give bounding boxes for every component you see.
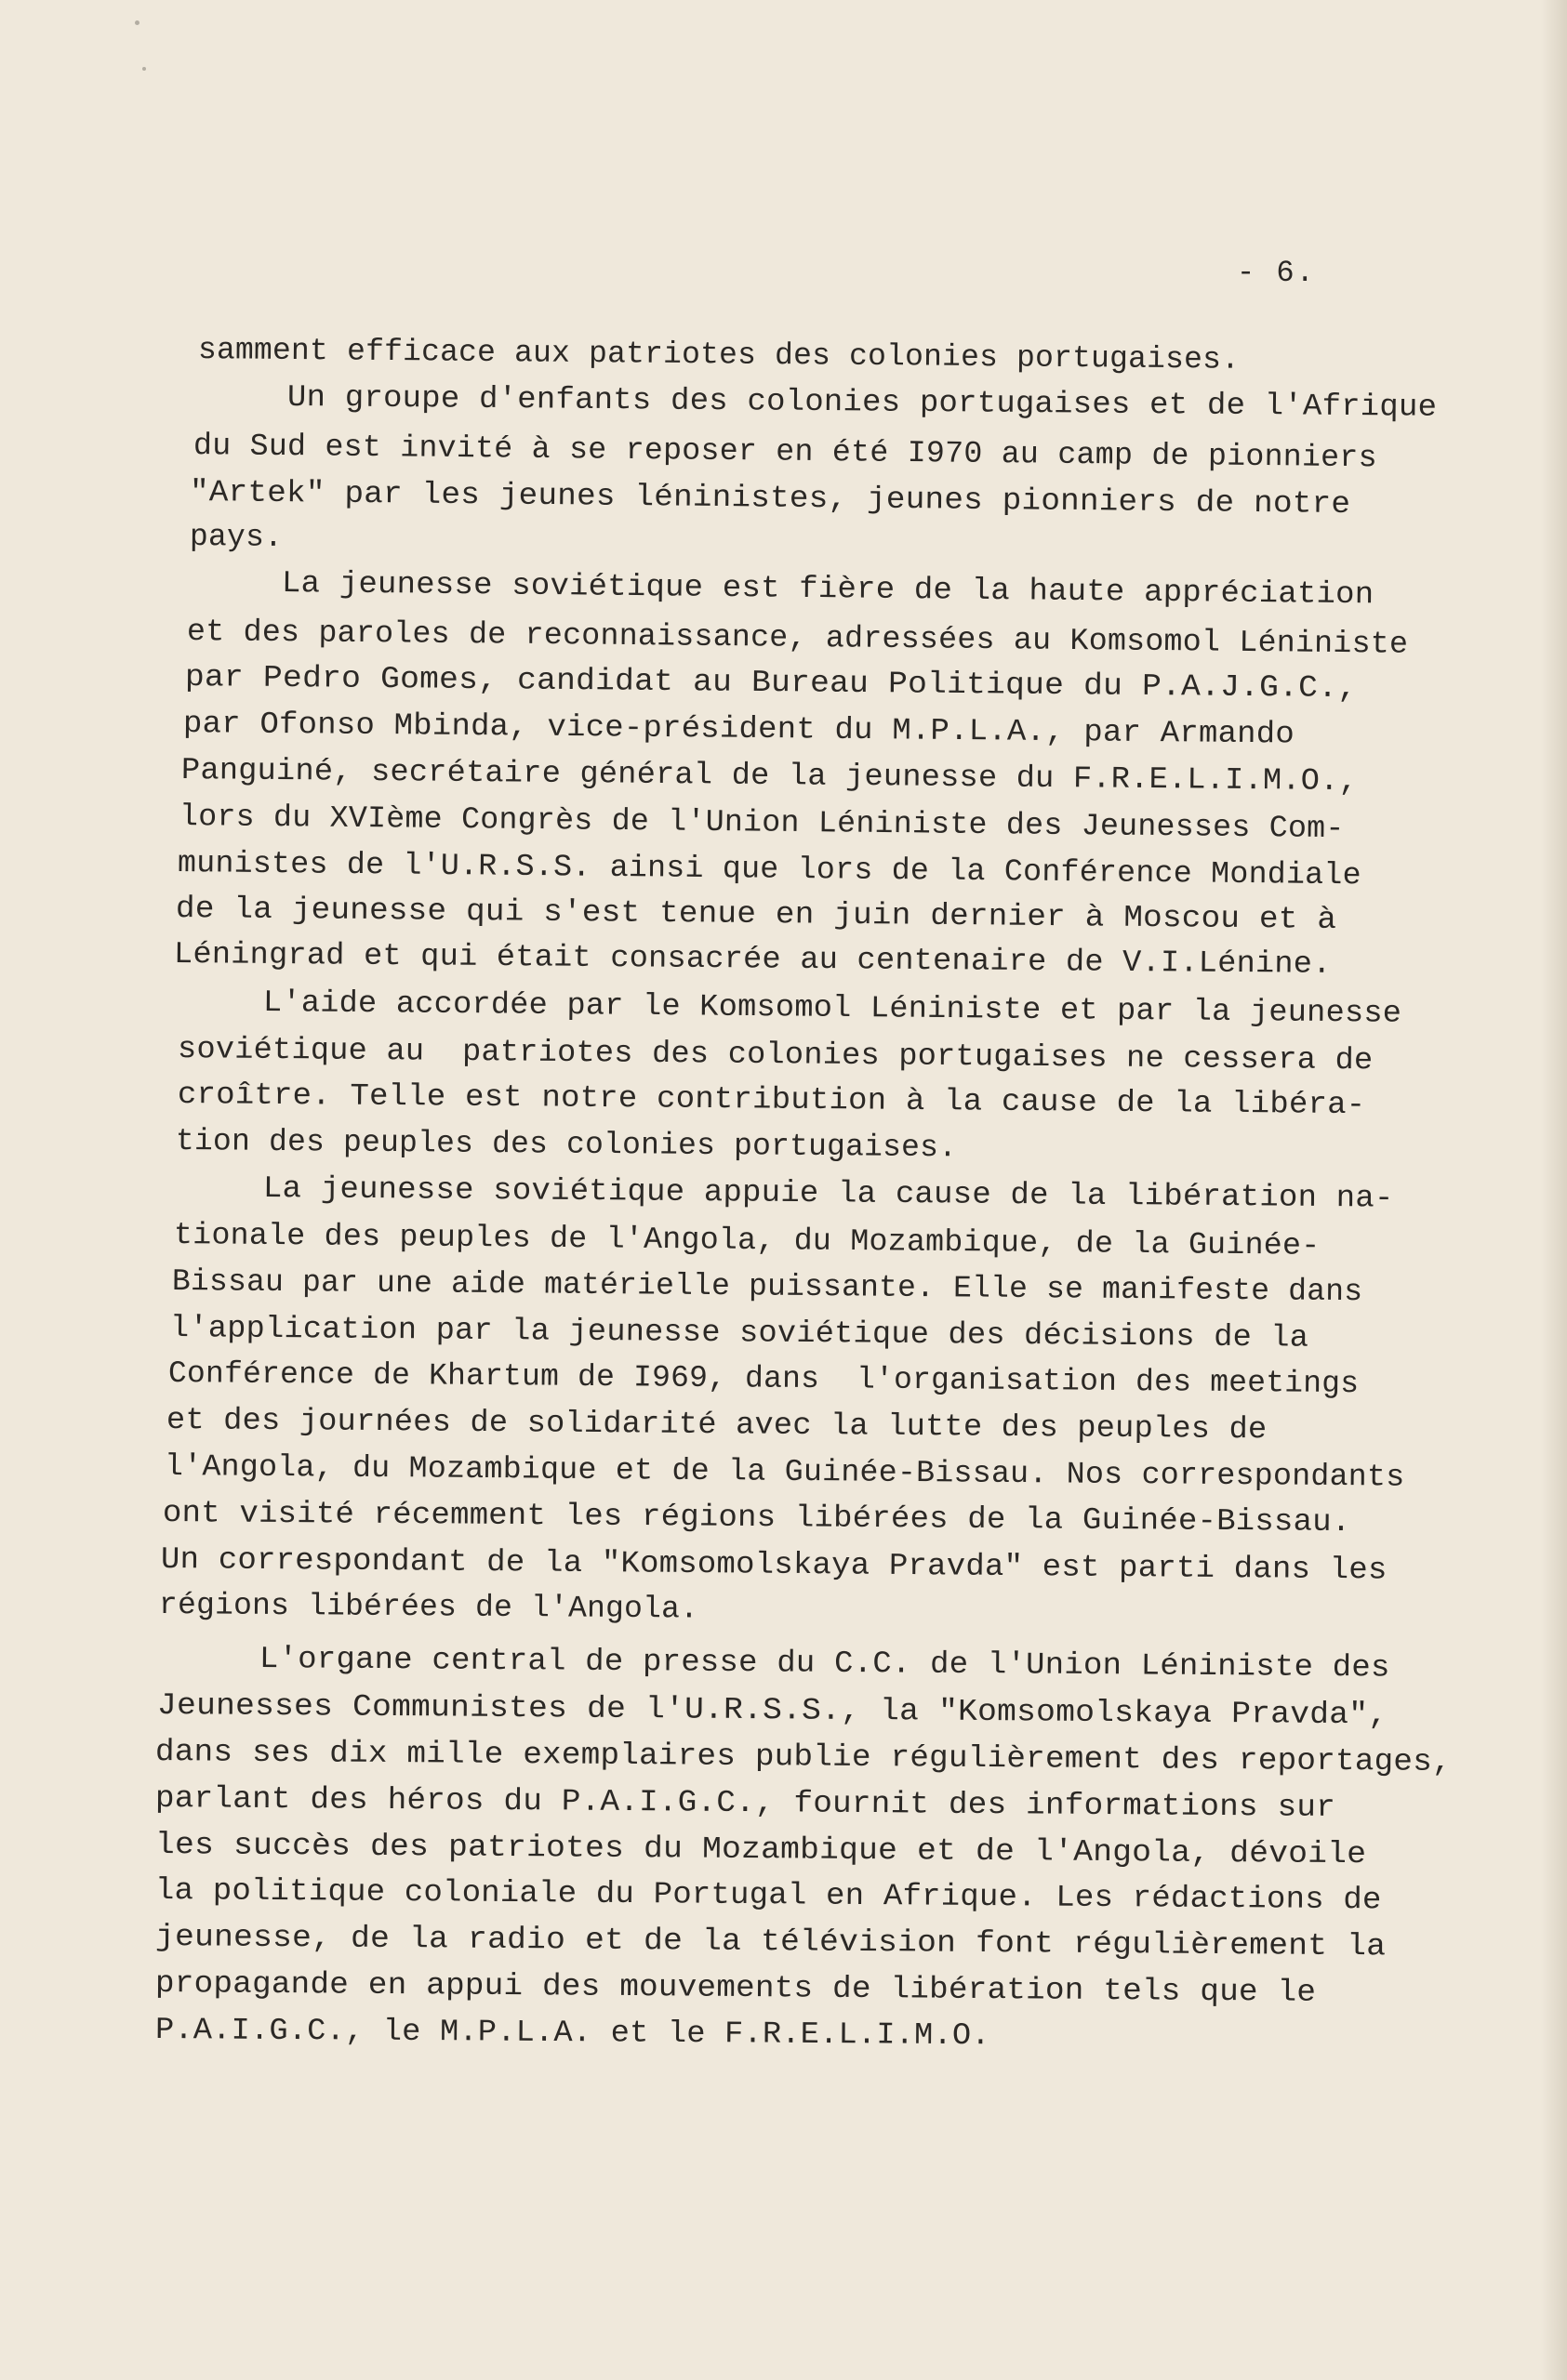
text-line: L'organe central de presse du C.C. de l'Union Léniniste des <box>259 1642 1390 1686</box>
page-edge-shadow <box>1541 0 1567 2380</box>
text-line: soviétique au patriotes des colonies portugaises ne cessera de <box>177 1032 1374 1078</box>
text-line: croître. Telle est notre contribution à la cause de la libéra- <box>177 1078 1366 1123</box>
text-line: munistes de l'U.R.S.S. ainsi que lors de la Conférence Mondiale <box>177 846 1361 893</box>
text-line: du Sud est invité à se reposer en été I970 au camp de pionniers <box>193 429 1377 476</box>
text-line: ont visité récemment les régions libérées de la Guinée-Bissau. <box>162 1496 1351 1540</box>
text-line: Jeunesses Communistes de l'U.R.S.S., la "Komsomolskaya Pravda", <box>156 1688 1388 1733</box>
text-line: l'Angola, du Mozambique et de la Guinée-Bissau. Nos correspondants <box>164 1449 1405 1495</box>
text-line: pays. <box>189 520 284 555</box>
text-line: par Ofonso Mbinda, vice-président du M.P.L.A., par Armando <box>182 707 1295 752</box>
text-line: et des paroles de reconnaissance, adressées au Komsomol Léniniste <box>186 615 1409 662</box>
text-line: parlant des héros du P.A.I.G.C., fournit des informations sur <box>154 1781 1336 1825</box>
text-line: La jeunesse soviétique est fière de la haute appréciation <box>281 566 1374 613</box>
text-line: La jeunesse soviétique appuie la cause de la libération na- <box>262 1171 1394 1216</box>
text-line: et des journées de solidarité avec la lutte des peuples de <box>166 1403 1268 1448</box>
text-line: Panguiné, secrétaire général de la jeunesse du F.R.E.L.I.M.O., <box>180 753 1359 800</box>
text-line: l'application par la jeunesse soviétique des décisions de la <box>169 1311 1309 1355</box>
text-line: Bissau par une aide matérielle puissante. Elle se manifeste dans <box>171 1264 1363 1310</box>
text-line: lors du XVIème Congrès de l'Union Léniniste des Jeunesses Com- <box>179 800 1345 847</box>
text-line: tion des peuples des colonies portugaises. <box>175 1124 958 1166</box>
text-line: samment efficace aux patriotes des colonies portugaises. <box>197 333 1241 377</box>
text-line: régions libérées de l'Angola. <box>158 1588 699 1627</box>
text-line: la politique coloniale du Portugal en Afrique. Les rédactions de <box>154 1873 1382 1918</box>
text-line: Conférence de Khartum de I969, dans l'organisation des meetings <box>167 1356 1360 1402</box>
paper-speck <box>135 20 139 25</box>
text-line: jeunesse, de la radio et de la télévision font régulièrement la <box>154 1920 1387 1964</box>
text-line: L'aide accordée par le Komsomol Léniniste et par la jeunesse <box>262 985 1402 1031</box>
page-number: - 6. <box>1237 256 1316 290</box>
text-line: Un groupe d'enfants des colonies portugaises et de l'Afrique <box>286 380 1438 425</box>
text-line: P.A.I.G.C., le M.P.L.A. et le F.R.E.L.I.M.O. <box>154 2013 990 2054</box>
text-line: Léningrad et qui était consacrée au centenaire de V.I.Lénine. <box>173 937 1332 982</box>
text-line: "Artek" par les jeunes léninistes, jeunes pionniers de notre <box>189 475 1351 522</box>
text-line: de la jeunesse qui s'est tenue en juin dernier à Moscou et à <box>175 892 1337 937</box>
text-line: les succès des patriotes du Mozambique et de l'Angola, dévoile <box>154 1828 1367 1872</box>
text-line: par Pedro Gomes, candidat au Bureau Politique du P.A.J.G.C., <box>184 660 1358 707</box>
text-line: propagande en appui des mouvements de libération tels que le <box>154 1966 1317 2010</box>
paper-speck <box>142 67 146 71</box>
text-line: dans ses dix mille exemplaires publie régulièrement des reportages, <box>154 1735 1452 1779</box>
text-line: tionale des peuples de l'Angola, du Mozambique, de la Guinée- <box>173 1218 1321 1263</box>
text-line: Un correspondant de la "Komsomolskaya Pravda" est parti dans les <box>160 1542 1388 1588</box>
